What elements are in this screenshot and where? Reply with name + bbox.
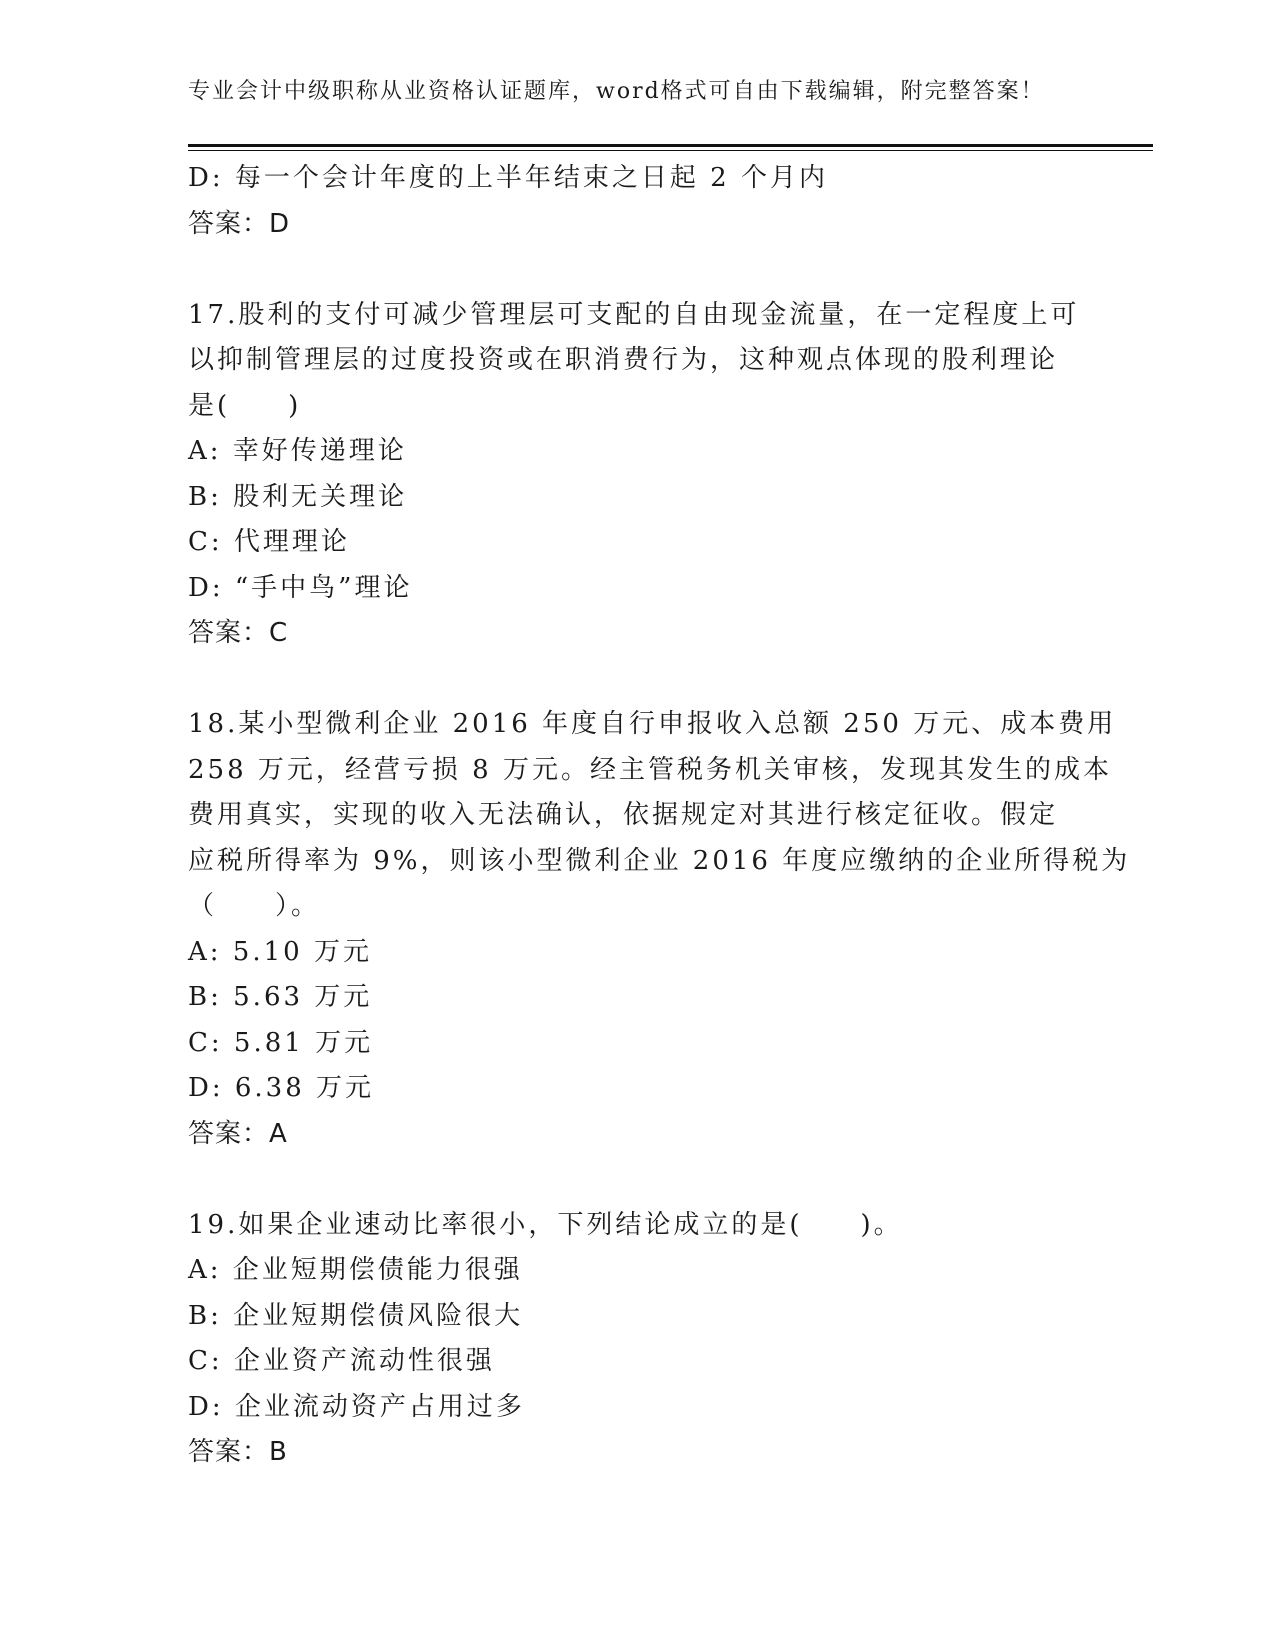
header-rule-thick [188,144,1153,147]
q17-option-c: C: 代理理论 [188,527,350,557]
q18-stem-line-2: 258 万元，经营亏损 8 万元。经主管税务机关审核，发现其发生的成本 [188,754,1112,785]
q18-stem-line-1: 18.某小型微利企业 2016 年度自行申报收入总额 250 万元、成本费用 [188,709,1117,739]
q18-option-a: A: 5.10 万元 [188,936,372,967]
q18-stem-line-4: 应税所得率为 9%，则该小型微利企业 2016 年度应缴纳的企业所得税为 [188,845,1131,876]
spacer [188,247,1088,293]
question-19 [188,1203,1088,1476]
q17-option-d: D: “手中鸟”理论 [188,572,413,603]
q19-option-d: D: 企业流动资产占用过多 [188,1391,525,1422]
q18-stem-line-3: 费用真实，实现的收入无法确认，依据规定对其进行核定征收。假定 [188,800,1059,830]
q17-stem-line-3: 是( ) [188,390,302,421]
question-17 [188,293,1088,657]
header-rule-thin [188,150,1153,151]
spacer [188,657,1088,703]
q18-option-b: B: 5.63 万元 [188,982,373,1012]
question-18 [188,702,1131,1157]
q16-answer: 答案：D [188,208,291,239]
q18-option-d: D: 6.38 万元 [188,1073,375,1103]
spacer [188,1157,1088,1203]
q17-stem-line-2: 以抑制管理层的过度投资或在职消费行为，这种观点体现的股利理论 [188,345,1059,375]
q18-option-c: C: 5.81 万元 [188,1027,374,1058]
q17-stem-line-1: 17.股利的支付可减少管理层可支配的自由现金流量，在一定程度上可 [188,299,1080,330]
q18-answer: 答案：A [188,1118,288,1149]
q17-option-a: A: 幸好传递理论 [188,436,407,466]
q19-option-a: A: 企业短期偿债能力很强 [188,1255,523,1285]
q19-stem-line-1: 19.如果企业速动比率很小，下列结论成立的是( )。 [188,1209,903,1240]
page-header: 专业会计中级职称从业资格认证题库，word格式可自由下载编辑，附完整答案！ [188,79,1045,104]
question-content [188,156,1131,1476]
q17-answer: 答案：C [188,618,289,648]
q16-option-d: D: 每一个会计年度的上半年结束之日起 2 个月内 [188,163,828,193]
q17-option-b: B: 股利无关理论 [188,481,408,512]
q18-stem-line-5: （ ）。 [188,891,321,921]
q19-option-c: C: 企业资产流动性很强 [188,1346,495,1376]
q19-answer: 答案：B [188,1437,288,1467]
q19-option-b: B: 企业短期偿债风险很大 [188,1300,524,1331]
